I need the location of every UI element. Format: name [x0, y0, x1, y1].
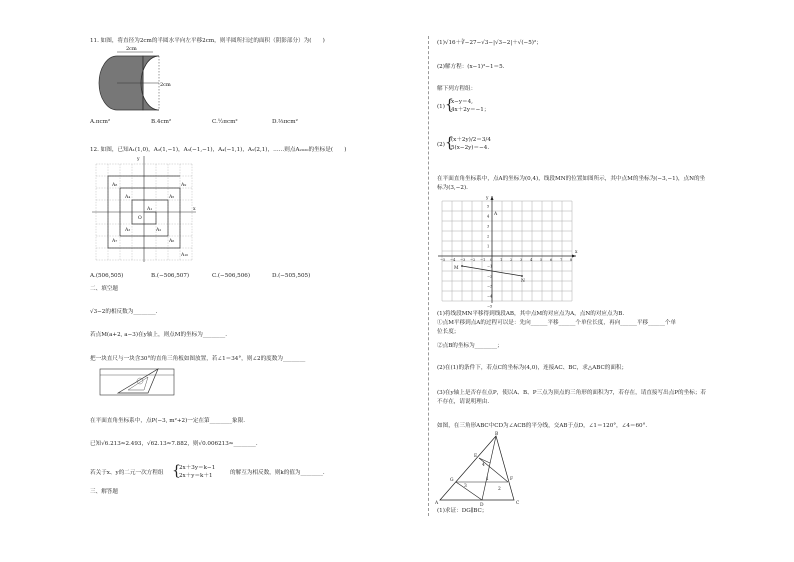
x-tick-label: 2 — [510, 258, 513, 262]
q12-a1-label: A₁ — [147, 207, 153, 212]
q11-side-label: 2cm — [160, 82, 171, 88]
column-divider — [428, 36, 429, 516]
q12-a4-label: A₄ — [125, 195, 131, 200]
fill-6-eq2: 2x＋y＝k＋1 — [179, 473, 213, 479]
triangle-b-label: B — [495, 432, 499, 437]
fill-6-part1: 若关于x、y的二元一次方程组 — [90, 470, 164, 476]
q12-a7-label: A₇ — [112, 239, 118, 244]
x-tick-label: −4 — [450, 258, 456, 262]
part-3-text-cont: 不存在，请说明理由. — [437, 399, 490, 405]
q12-text: 12. 如图，已知A₁(1,0)，A₂(1,−1)，A₃(−1,−1)，A₄(−1,1)，A₅(2,1)，……则点A₂₀₂₀的坐标是( ) — [90, 147, 347, 153]
q11-top-label: 2cm — [126, 46, 137, 52]
triangle-e-label: E — [474, 454, 478, 459]
triangle-a-label: A — [435, 501, 439, 506]
part-3-text: (3)在y轴上是否存在点P，使以A、B、P三点为顶点的三角形的面积为7，若存在，请直接写出点P的坐标；若 — [437, 390, 707, 396]
q12-option-a: A.(506,505) — [90, 273, 124, 279]
part-1-step-1: ①点M平移到点A的过程可以是：先向______平移______个单位长度，再向______平移______个单 — [437, 320, 677, 326]
q11-option-c: C.½πcm² — [212, 119, 238, 125]
grid-y-label: y — [486, 196, 489, 201]
y-tick-label: 1 — [487, 244, 490, 249]
grid-x-label: x — [575, 250, 578, 255]
x-tick-labels — [440, 258, 573, 262]
triangle-f-label: F — [510, 477, 514, 482]
x-tick-label: 5 — [540, 258, 543, 262]
fill-1: √3−2的相反数为________. — [90, 309, 158, 315]
x-tick-label: 4 — [530, 258, 533, 262]
coord-question: 在平面直角坐标系中，点A的坐标为(0,4)，线段MN的位置如图所示，其中点M的坐标为(−3,−1)，点N的坐 — [437, 176, 706, 182]
q12-option-b: B.(−506,507) — [151, 273, 190, 279]
system-2-label: (2) — [437, 142, 445, 148]
angle-4-label: 4 — [482, 463, 485, 468]
section-3-heading: 三、解答题 — [90, 489, 118, 495]
coordinate-grid-figure — [434, 193, 580, 309]
fill-5: 已知√6.213≈2.493，√62.13≈7.882，则√0.006213≈________. — [90, 441, 258, 447]
y-tick-label: −4 — [487, 294, 493, 299]
system-2-brace: { — [445, 135, 454, 151]
q12-a8-label: A₈ — [112, 183, 118, 188]
y-tick-label: 3 — [487, 224, 490, 229]
system-1-brace: { — [445, 97, 454, 113]
y-tick-label: −2 — [487, 274, 493, 279]
q11-option-b: B.4cm² — [151, 119, 172, 125]
x-tick-label: 6 — [550, 258, 553, 262]
q12-x-label: x — [193, 207, 196, 212]
q12-a5-label: A₅ — [169, 195, 175, 200]
angle-1-label: 1 — [486, 477, 489, 482]
y-tick-label: 2 — [487, 234, 490, 239]
part-1-text: (1)将线段MN平移得到线段AB，其中点M的对应点为A，点N的对应点为B. — [437, 311, 625, 317]
y-tick-label: −5 — [487, 304, 493, 309]
x-tick-label: 3 — [520, 258, 523, 262]
angle-2-label: 2 — [498, 487, 501, 492]
system-1-label: (1) — [437, 104, 445, 110]
q11-figure — [90, 44, 170, 116]
y-tick-label: 4 — [487, 214, 490, 219]
calc-1: (1)√16＋∛−27−√3−|√3−2|＋√(−5)²； — [437, 40, 542, 46]
fill-6-part2: 的解互为相反数，则k的值为________. — [230, 470, 325, 476]
ruler-triangle-figure — [98, 365, 178, 401]
system-1-eq1: x−y＝4, — [451, 99, 473, 105]
system-2-eq1: (x＋2y)/2＝3/4 — [451, 137, 491, 143]
system-2-eq2: 5(x−2y)＝−4. — [451, 145, 490, 151]
q12-option-d: D.(−505,505) — [272, 273, 311, 279]
y-tick-label: −3 — [487, 284, 493, 289]
angle-3-label: 3 — [464, 484, 467, 489]
q12-y-label: y — [137, 157, 140, 162]
x-tick-label: −5 — [440, 258, 446, 262]
q12-a9-label: A₉ — [181, 183, 187, 188]
q11-option-a: A.πcm² — [90, 119, 111, 125]
q12-a2-label: A₂ — [156, 228, 162, 233]
x-tick-label: −1 — [480, 258, 486, 262]
grid-point-a-label: A — [494, 212, 498, 217]
grid-point-m-label: M — [454, 266, 459, 271]
triangle-d-label: D — [480, 503, 484, 508]
systems-intro: 解下列方程组： — [437, 86, 477, 92]
x-tick-label: −2 — [470, 258, 476, 262]
triangle-c-label: C — [516, 501, 520, 506]
fill-6-brace: { — [172, 463, 181, 479]
q12-option-c: C.(−506,506) — [212, 273, 251, 279]
q12-spiral-figure — [88, 154, 200, 264]
triangle-g-label: G — [450, 478, 454, 483]
part-2-text: (2)在(1)的条件下，若点C的坐标为(4,0)，连接AC、BC，求△ABC的面积； — [437, 365, 628, 371]
q11-text: 11. 如图，将直径为2cm的半圆水平向左平移2cm，则半圆所扫过的面积（阴影部分）为( ) — [90, 38, 325, 44]
fill-4: 在平面直角坐标系中，点P(−3, m²+2)一定在第________象限. — [90, 418, 245, 424]
part-1-step-1-cont: 位长度； — [437, 329, 460, 335]
fill-2: 若点M(a+2, a−3)在y轴上，则点M的坐标为________. — [90, 332, 227, 338]
q12-origin-label: O — [138, 216, 142, 221]
q12-a10-label: A₁₀ — [181, 253, 189, 258]
x-tick-label: 1 — [500, 258, 503, 262]
x-tick-label: 7 — [560, 258, 563, 262]
x-tick-label: 0 — [490, 258, 493, 262]
x-tick-label: 8 — [570, 258, 573, 262]
part-1-step-2: ②点B的坐标为________； — [437, 343, 503, 349]
y-tick-label: −1 — [487, 264, 493, 269]
q12-a3-label: A₃ — [125, 228, 131, 233]
grid-point-n-label: N — [521, 279, 525, 284]
system-1-eq2: 4x＋2y＝−1； — [451, 107, 490, 113]
triangle-figure — [434, 430, 524, 506]
section-2-heading: 二、填空题 — [90, 286, 118, 292]
x-tick-label: −3 — [460, 258, 466, 262]
coord-question-cont: 标为(3,−2). — [437, 185, 468, 191]
y-tick-label: 5 — [487, 204, 490, 209]
triangle-question: 如图，在三角形ABC中CD为∠ACB的平分线，交AB于点D，∠1＝120°，∠4＝60°. — [437, 423, 648, 429]
proof-part-1: (1)求证：DG∥BC； — [437, 508, 488, 514]
q11-option-d: D.⅔πcm² — [272, 119, 298, 125]
equation-2: (2)解方程：(x−1)²−1＝5. — [437, 64, 505, 70]
fill-3: 把一块直尺与一块含30°的直角三角板如图放置，若∠1＝34°，则∠2的度数为________ — [90, 356, 306, 362]
fill-6-eq1: 2x＋3y＝k−1 — [179, 465, 216, 471]
q12-a6-label: A₆ — [169, 239, 175, 244]
